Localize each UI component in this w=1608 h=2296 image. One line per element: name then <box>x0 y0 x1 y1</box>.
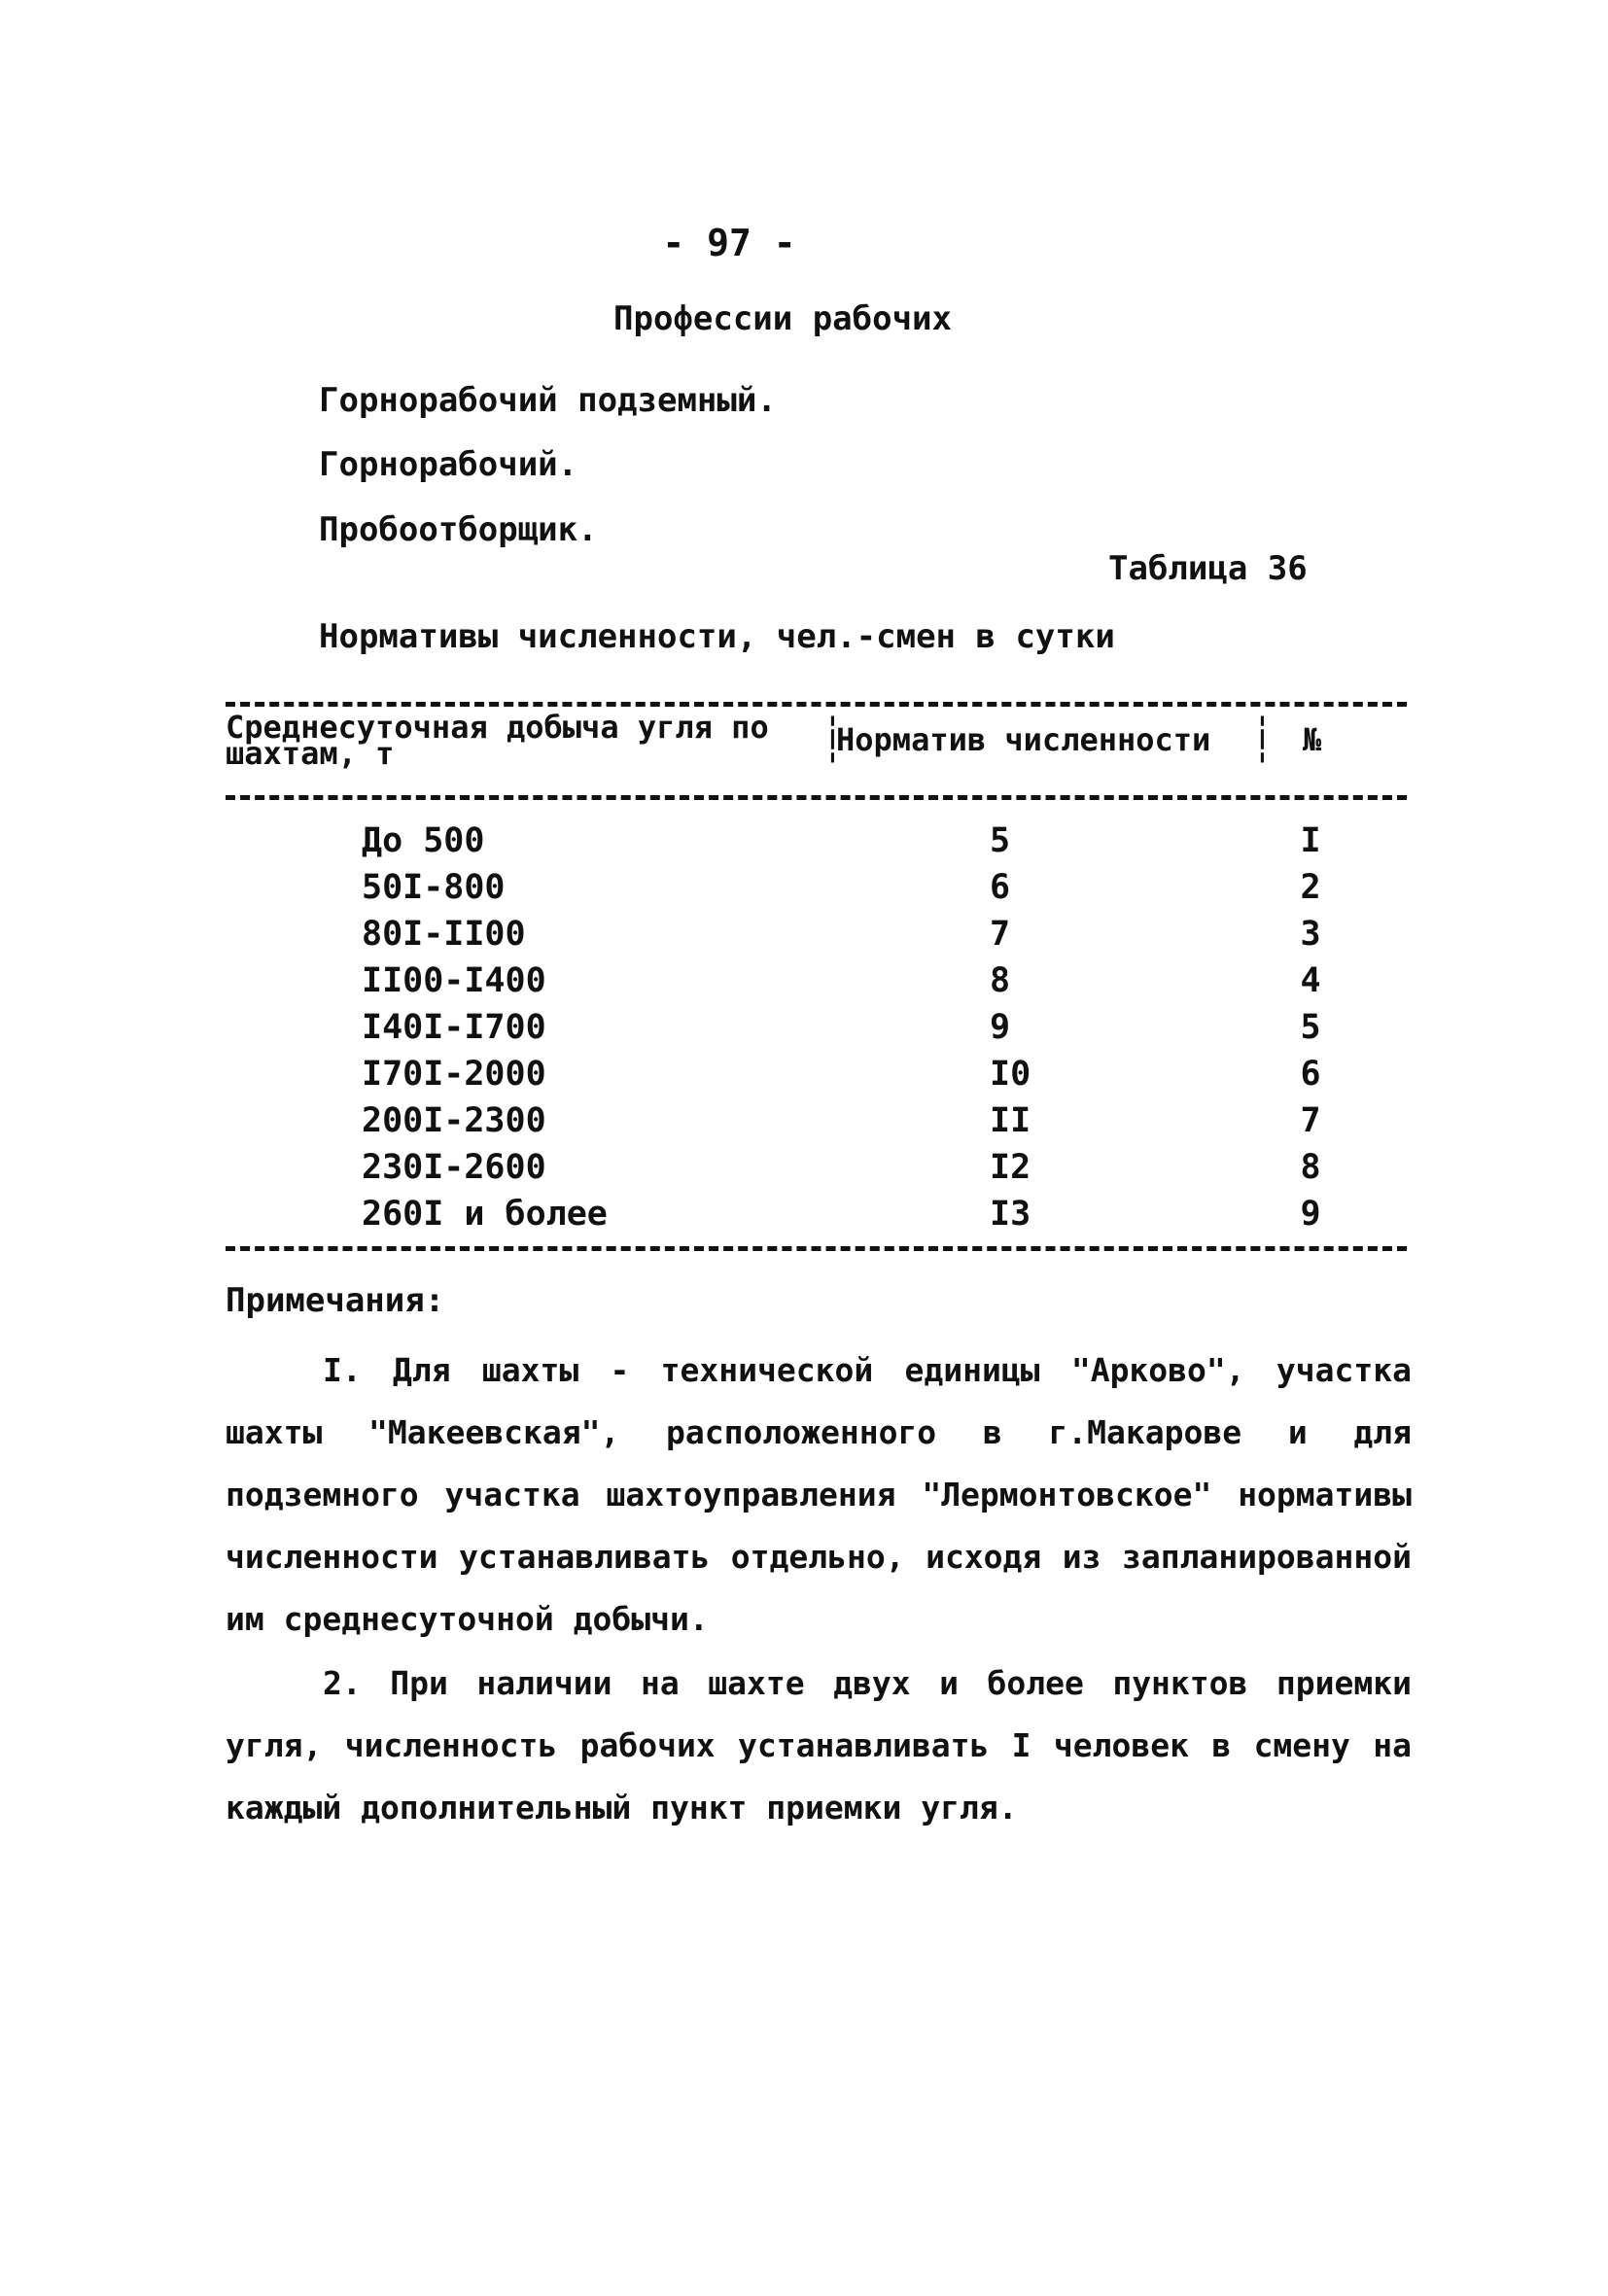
output-range: I40I-I700 <box>362 1008 546 1047</box>
section-heading: Профессии рабочих <box>613 299 952 338</box>
table-header-rule <box>226 795 1407 800</box>
staffing-value: 7 <box>990 915 1011 954</box>
output-range: До 500 <box>362 821 485 860</box>
output-range: I70I-2000 <box>362 1055 546 1094</box>
output-range: II00-I400 <box>362 961 546 1000</box>
header-staffing: Норматив численности <box>836 721 1211 758</box>
output-range: 80I-II00 <box>362 915 526 954</box>
row-number: 3 <box>1300 915 1321 954</box>
note-paragraph: I. Для шахты - технической единицы "Арково", участка шахты "Макеевская", расположенного в г.Макарове и для подземного участка шахтоуправления "Лермонтовское" нормативы численности устанавливать отдельно, исходя из запланированной им среднесуточной добычи. <box>226 1351 1412 1638</box>
table-caption: Нормативы численности, чел.-смен в сутки <box>319 617 1115 656</box>
staffing-value: I2 <box>990 1148 1031 1187</box>
profession-item: Горнорабочий. <box>319 445 578 484</box>
row-number: I <box>1300 821 1321 860</box>
profession-item: Горнорабочий подземный. <box>319 381 777 420</box>
output-range: 50I-800 <box>362 868 506 907</box>
table-row <box>0 961 1608 1008</box>
staffing-value: I3 <box>990 1195 1031 1234</box>
table-label: Таблица 36 <box>1108 549 1308 588</box>
row-number: 2 <box>1300 868 1321 907</box>
staffing-value: 6 <box>990 868 1011 907</box>
staffing-value: I0 <box>990 1055 1031 1094</box>
output-range: 200I-2300 <box>362 1101 546 1140</box>
table-row <box>0 1195 1608 1241</box>
notes-heading: Примечания: <box>226 1281 445 1320</box>
table-row <box>0 821 1608 868</box>
header-separator: ¦ ¦ <box>824 710 841 765</box>
row-number: 7 <box>1300 1101 1321 1140</box>
profession-item: Пробоотборщик. <box>319 510 598 549</box>
page-number: - 97 - <box>662 222 796 264</box>
table-row <box>0 1101 1608 1148</box>
row-number: 8 <box>1300 1148 1321 1187</box>
table-row <box>0 1148 1608 1195</box>
row-number: 9 <box>1300 1195 1321 1234</box>
header-separator: ¦ ¦ <box>1254 710 1271 765</box>
output-range: 260I и более <box>362 1195 608 1234</box>
output-range: 230I-2600 <box>362 1148 546 1187</box>
row-number: 5 <box>1300 1008 1321 1047</box>
staffing-value: 8 <box>990 961 1011 1000</box>
header-number: № <box>1303 721 1322 758</box>
header-output: Среднесуточная добыча угля по шахтам, т <box>226 709 769 772</box>
table-row <box>0 915 1608 961</box>
table-row <box>0 1008 1608 1055</box>
row-number: 4 <box>1300 961 1321 1000</box>
staffing-value: 9 <box>990 1008 1011 1047</box>
staffing-value: 5 <box>990 821 1011 860</box>
note-paragraph: 2. При наличии на шахте двух и более пунктов приемки угля, численность рабочих устанавливать I человек в смену на каждый дополнительный пункт приемки угля. <box>226 1664 1412 1826</box>
table-row <box>0 868 1608 915</box>
staffing-value: II <box>990 1101 1031 1140</box>
table-top-rule <box>226 702 1407 707</box>
table-bottom-rule <box>226 1246 1407 1251</box>
row-number: 6 <box>1300 1055 1321 1094</box>
table-row <box>0 1055 1608 1101</box>
